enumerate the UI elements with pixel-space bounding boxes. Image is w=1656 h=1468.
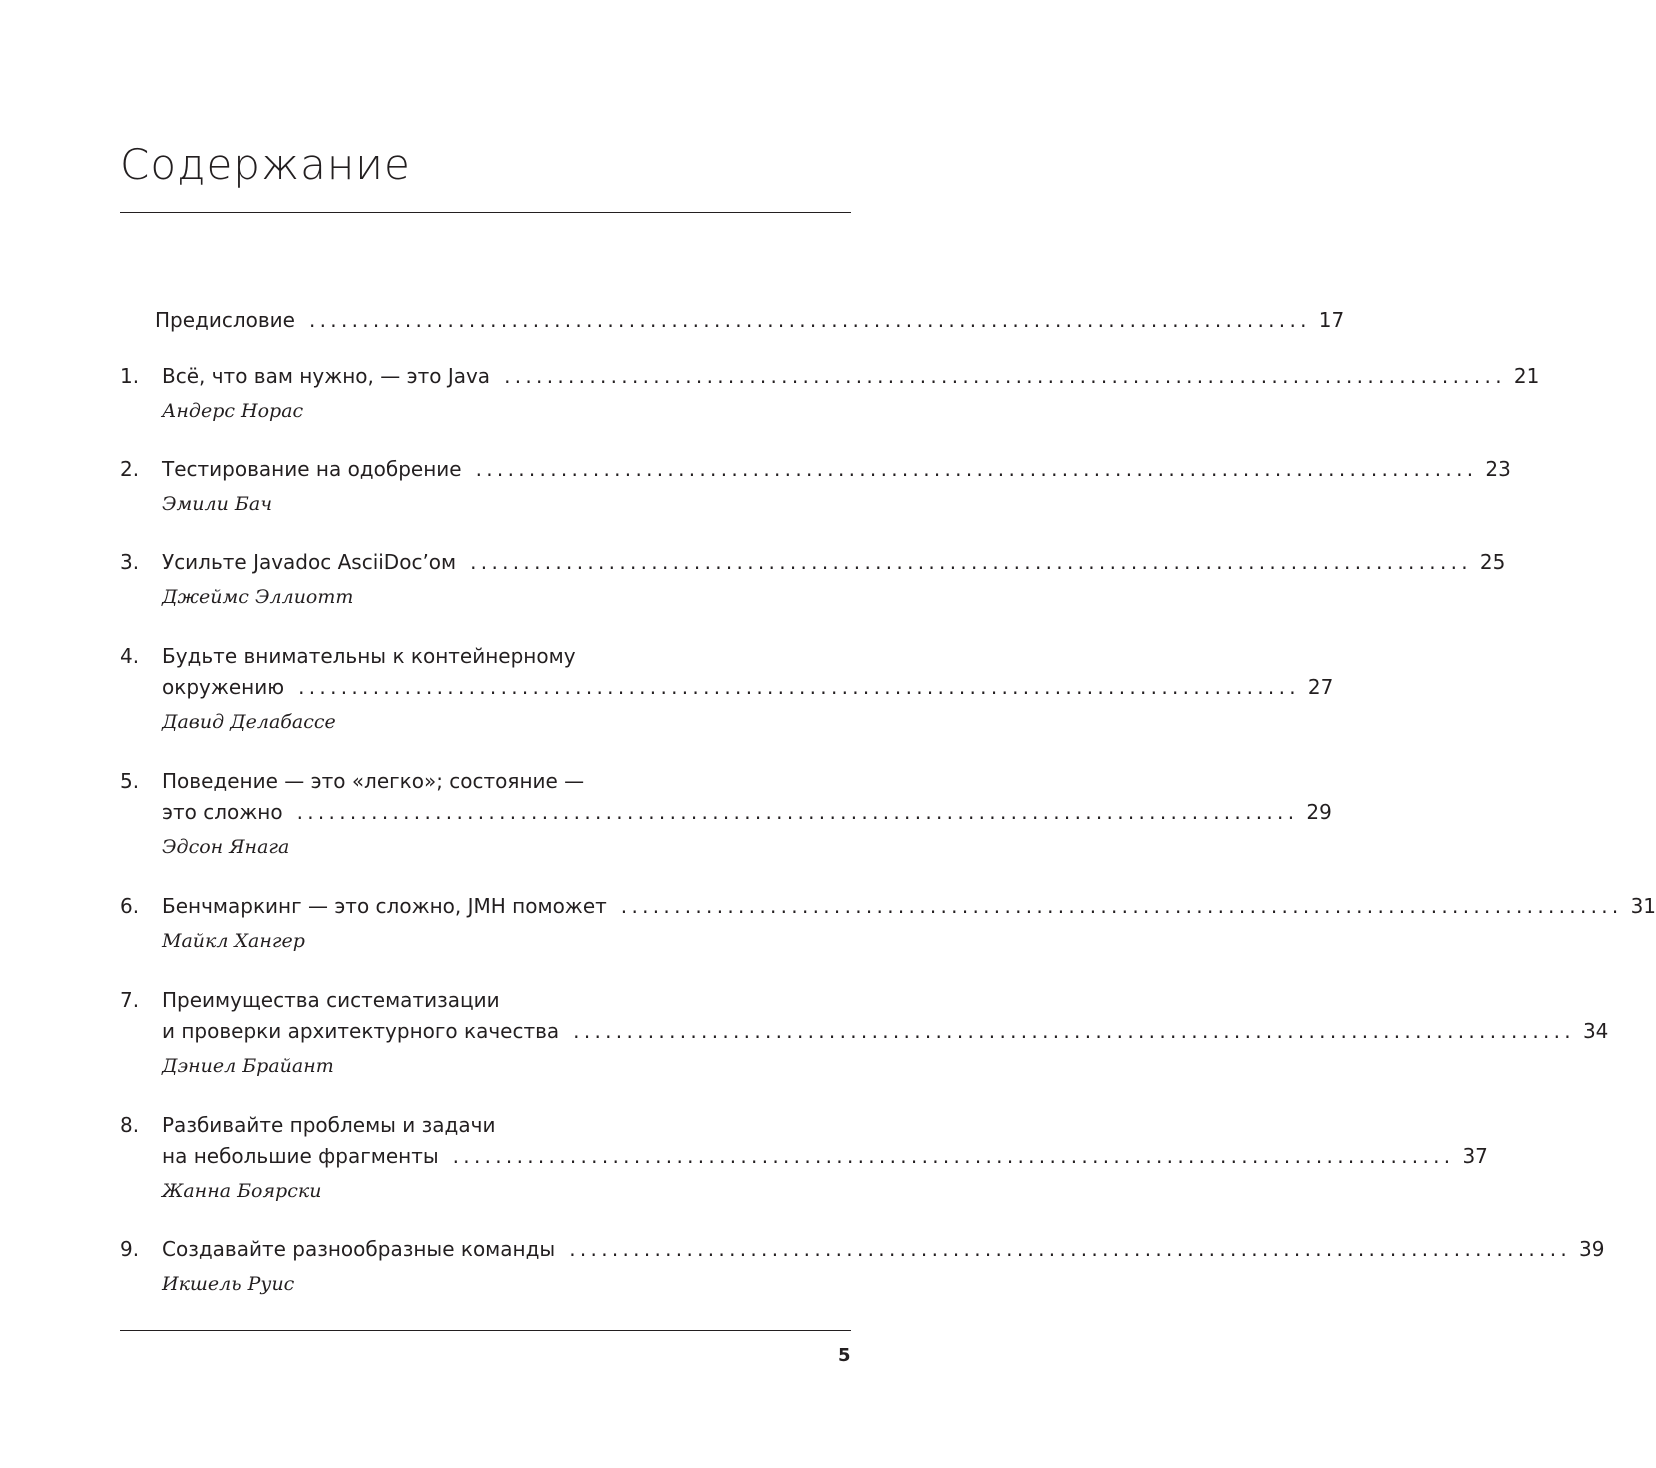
entry-title: Преимущества систематизации [162,988,500,1012]
entry-title: Усильте Javadoc AsciiDoc’ом [162,550,457,574]
entry-title: Предисловие [155,308,295,332]
toc-entry[interactable] [120,547,1506,610]
dot-leader: .............................................................................................. [308,308,1311,332]
dot-leader: .............................................................................................. [620,894,1623,918]
entry-number: 2. [120,457,140,481]
bottom-divider [120,1330,851,1331]
dot-leader: .............................................................................................. [470,550,1472,574]
entry-number: 7. [120,988,140,1012]
dot-leader: .............................................................................................. [569,1237,1572,1261]
dot-leader: .............................................................................................. [475,457,1478,481]
entry-author: Давид Делабассе [162,711,336,733]
entry-page: 21 [1513,364,1540,388]
entry-title: на небольшие фрагменты [162,1144,439,1168]
entry-title: Разбивайте проблемы и задачи [162,1113,496,1137]
toc-entry[interactable] [120,766,1332,860]
entry-title: Создавайте разнообразные команды [162,1237,556,1261]
page-number: 5 [838,1345,851,1366]
dot-leader: .............................................................................................. [504,364,1506,388]
entry-title: окружению [162,675,285,699]
entry-title: Тестирование на одобрение [162,457,462,481]
entry-title: Поведение — это «легко»; состояние — [162,769,585,793]
entry-number: 1. [120,364,140,388]
entry-number: 8. [120,1113,140,1137]
entry-author: Майкл Хангер [162,930,305,952]
entry-title: и проверки архитектурного качества [162,1019,560,1043]
entry-number: 5. [120,769,140,793]
dot-leader: .............................................................................................. [573,1019,1575,1043]
entry-author: Эмили Бач [162,493,273,515]
entry-title: Всё, что вам нужно, — это Java [162,364,491,388]
entry-author: Дэниел Брайант [162,1055,334,1077]
entry-page: 37 [1462,1144,1488,1168]
entry-page: 39 [1579,1237,1605,1261]
entry-page: 31 [1630,894,1656,918]
top-divider [120,212,851,213]
dot-leader: .............................................................................................. [452,1144,1455,1168]
entry-title: Бенчмаркинг — это сложно, JMH поможет [162,894,607,918]
toc-entry[interactable] [120,454,1511,517]
entry-page: 27 [1307,675,1334,699]
entry-number: 6. [120,894,140,918]
entry-number: 4. [120,644,140,668]
entry-page: 23 [1485,457,1511,481]
entry-page: 29 [1306,800,1332,824]
toc-entry[interactable] [120,641,1334,735]
entry-page: 17 [1318,308,1345,332]
entry-author: Икшель Руис [162,1273,295,1295]
entry-author: Джеймс Эллиотт [162,586,354,608]
toc-entry[interactable] [120,1110,1488,1204]
entry-title: Будьте внимательны к контейнерному [162,644,576,668]
entry-number: 3. [120,550,140,574]
entry-number: 9. [120,1237,140,1261]
entry-author: Андерс Норас [162,400,304,422]
entry-page: 25 [1479,550,1506,574]
toc-entry[interactable] [120,1234,1605,1297]
toc-entry[interactable] [120,361,1540,424]
toc-entry[interactable] [120,891,1656,954]
entry-author: Жанна Боярски [162,1180,322,1202]
entry-page: 34 [1582,1019,1609,1043]
page-title: Содержание [120,140,411,189]
toc-entry[interactable] [120,985,1609,1079]
dot-leader: .............................................................................................. [298,675,1300,699]
entry-title: это сложно [162,800,283,824]
toc-entry-preface[interactable] [120,305,1345,336]
dot-leader: .............................................................................................. [296,800,1299,824]
entry-author: Эдсон Янага [162,836,290,858]
